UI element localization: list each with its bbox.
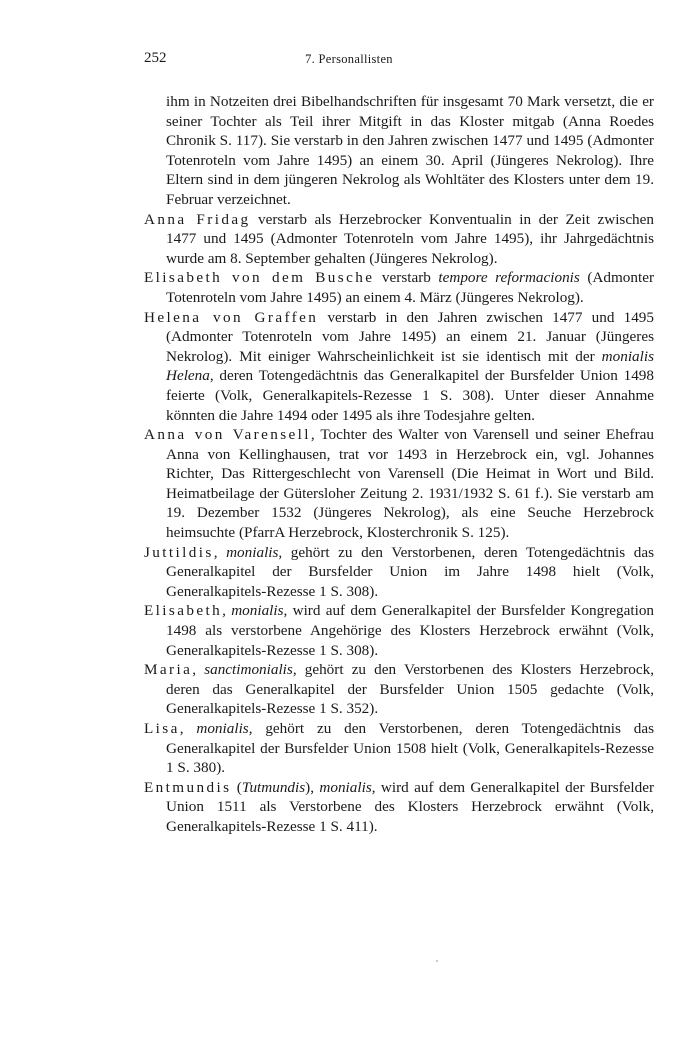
latin-term: sanctimonialis	[204, 661, 293, 679]
entry-text: , gehört zu den Verstorbenen des Klosters Herzebrock, deren das Generalkapitel der Bursfelder Union 1505 gedachte (Volk, Generalkapitels-Rezesse 1 S. 352).	[166, 661, 654, 718]
page-body	[144, 92, 654, 837]
entry-anna-fridag	[144, 210, 654, 269]
entry-text: verstarb als Herzebrocker Konventualin in der Zeit zwischen 1477 und 1495 (Admonter Totenroteln vom Jahre 1495), ihr Jahrgedächtnis wurde am 8. September gehalten (Jüngeres Nekrolog).	[166, 210, 654, 267]
entry-text: , Tochter des Walter von Varensell und seiner Ehefrau Anna von Kellinghausen, trat vor 1493 in Herzebrock ein, vgl. Johannes Richter, Das Rittergeschlecht von Varensell (Die Heimat in Wort und Bild. Heimatbeilage der Gütersloher Zeitung 2. 1931/1932 S. 61 f.). Sie verstarb am 19. Dezember 1532 (Jüngeres Nekrolog), als eine Seuche Herzebrock heimsuchte (PfarrA Herzebrock, Klosterchronik S. 125).	[166, 426, 654, 542]
entry-lisa	[144, 719, 654, 778]
entry-text: ),	[305, 778, 320, 796]
entry-helena-von-graffen	[144, 308, 654, 426]
latin-term: tempore reformacionis	[438, 269, 580, 287]
entry-elisabeth	[144, 601, 654, 660]
entry-text: , gehört zu den Verstorbenen, deren Totengedächtnis das Generalkapitel der Bursfelder Union im Jahre 1498 hielt (Volk, Generalkapitels-Rezesse 1 S. 308).	[166, 543, 654, 600]
opening-paragraph: ihm in Notzeiten drei Bibelhandschriften für insgesamt 70 Mark versetzt, die er seiner Tochter als Teil ihrer Mitgift in das Kloster mitgab (Anna Roedes Chronik S. 117). Sie verstarb in den Jahren zwischen 1477 und 1495 (Admonter Totenroteln vom Jahre 1495) an einem 30. April (Jüngeres Nekrolog). Ihre Eltern sind in dem jüngeren Nekrolog als Wohltäter des Klosters unter dem 19. Februar verzeichnet.	[166, 93, 654, 208]
entry-text: ,	[179, 720, 197, 737]
entry-name: Juttildis	[144, 543, 214, 561]
entry-name: Anna Fridag	[144, 210, 251, 228]
entry-name: Lisa	[144, 720, 180, 737]
entry-text: verstarb	[374, 269, 439, 287]
entry-text: ,	[192, 661, 205, 679]
latin-term: monialis	[319, 778, 372, 796]
entry-text: ,	[222, 602, 232, 620]
entry-name: Elisabeth von dem Busche	[144, 269, 375, 287]
page-header	[144, 50, 554, 74]
entry-text: (Admonter Totenroteln vom Jahre 1495) an einem 4. März (Jüngeres Nekrolog).	[166, 269, 654, 306]
latin-term: monialis	[231, 602, 284, 620]
entry-maria	[144, 660, 654, 719]
running-head: 7. Personallisten	[305, 52, 393, 66]
entry-name: Entmundis	[144, 778, 232, 796]
entry-name: Maria	[144, 661, 193, 679]
entry-text: , wird auf dem Generalkapitel der Bursfelder Union 1511 als Verstorbene des Klosters Herzebrock erwähnt (Volk, Generalkapitels-Rezesse 1 S. 411).	[166, 778, 655, 835]
entry-name: Helena von Graffen	[144, 308, 319, 326]
entry-juttildis	[144, 543, 654, 602]
entry-elisabeth-von-dem-busche	[144, 268, 654, 307]
entry-anna-von-varensell	[144, 425, 654, 543]
entry-text: , gehört zu den Verstorbenen, deren Totengedächtnis das Generalkapitel der Bursfelder Union 1508 hielt (Volk, Generalkapitels-Rezesse 1 S. 380).	[166, 720, 654, 777]
latin-term: monialis Helena	[166, 347, 654, 385]
latin-term: monialis	[196, 720, 249, 737]
entry-entmundis	[144, 778, 654, 837]
entry-text: ,	[213, 543, 227, 561]
entry-text: , wird auf dem Generalkapitel der Bursfelder Kongregation 1498 als verstorbene Angehörige des Klosters Herzebrock erwähnt (Volk, Generalkapitels-Rezesse 1 S. 308).	[166, 602, 655, 659]
entry-name: Elisabeth	[144, 602, 223, 620]
entry-text: verstarb in den Jahren zwischen 1477 und 1495 (Admonter Totenroteln vom Jahre 1495) an einem 21. Januar (Jüngeres Nekrolog). Mit einiger Wahrscheinlichkeit ist sie identisch mit der	[166, 308, 654, 365]
entry-text: , deren Totengedächtnis das Generalkapitel der Bursfelder Union 1498 feierte (Volk, Generalkapitels-Rezesse 1 S. 308). Unter dieser Annahme könnten die Jahre 1494 oder 1495 als ihre Todesjahre gelten.	[166, 367, 654, 424]
latin-term: monialis	[226, 543, 279, 561]
scan-speck	[436, 960, 438, 962]
entry-text: (	[231, 778, 242, 796]
latin-term: Tutmundis	[241, 778, 306, 796]
page-number: 252	[144, 50, 167, 66]
entry-name: Anna von Varensell	[144, 426, 311, 444]
